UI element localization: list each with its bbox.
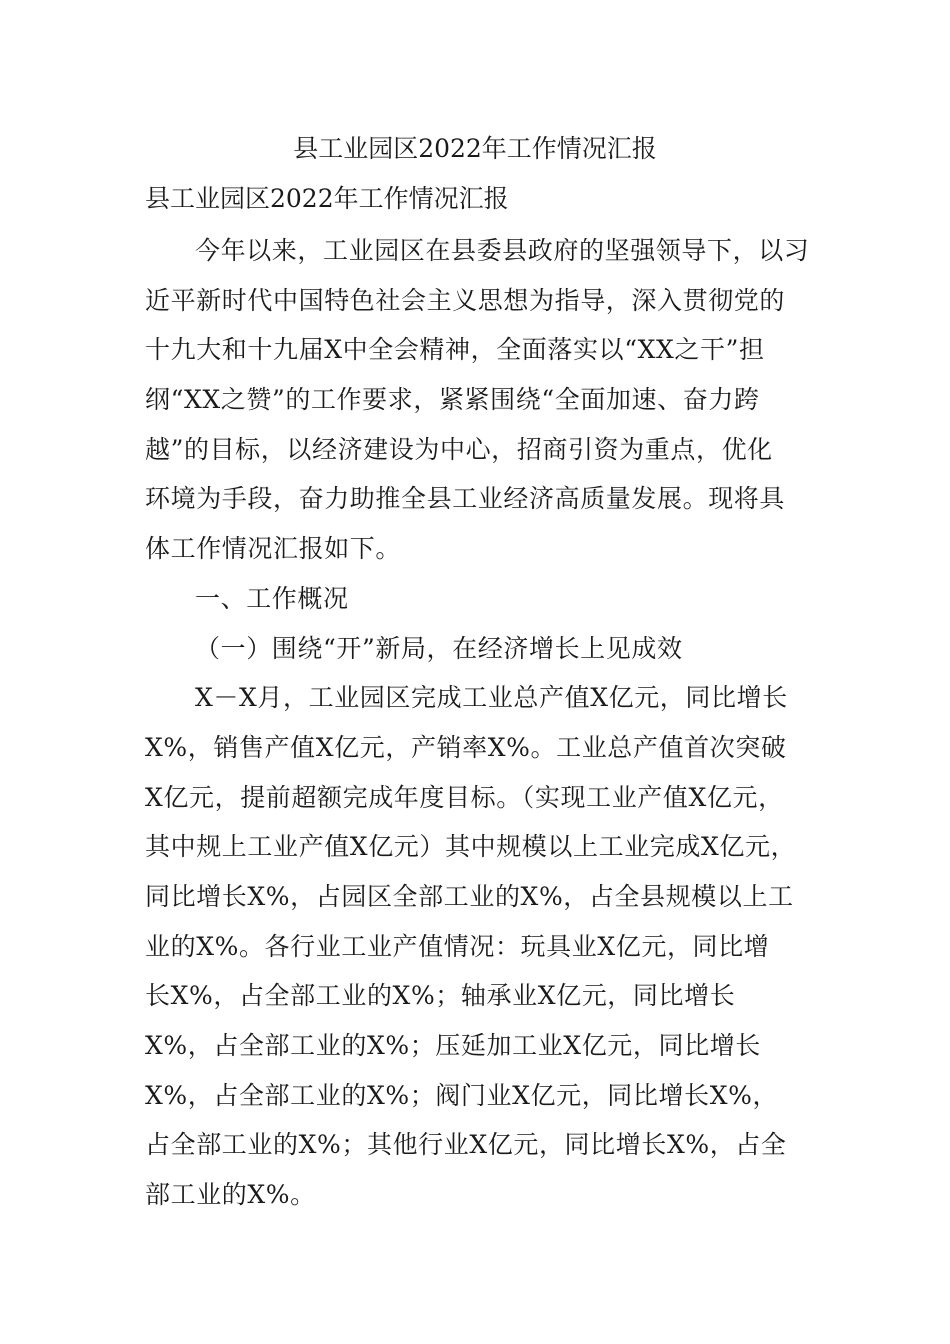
- subsection-heading: （一）围绕“开”新局，在经济增长上见成效: [195, 633, 683, 663]
- paragraph-output-line: 其中规上工业产值X亿元）其中规模以上工业完成X亿元，: [145, 832, 797, 862]
- paragraph-intro-line: 越”的目标，以经济建设为中心，招商引资为重点，优化: [145, 434, 773, 464]
- paragraph-intro-line: 环境为手段，奋力助推全县工业经济高质量发展。现将具: [145, 484, 786, 514]
- paragraph-output-line: X%，占全部工业的X%；阀门业X亿元，同比增长X%，: [145, 1080, 779, 1110]
- paragraph-output-line: X－X月，工业园区完成工业总产值X亿元，同比增长: [195, 683, 788, 713]
- paragraph-output-line: X亿元，提前超额完成年度目标。（实现工业产值X亿元，: [145, 782, 784, 812]
- paragraph-intro-line: 今年以来，工业园区在县委县政府的坚强领导下，以习: [195, 236, 810, 265]
- paragraph-output-line: 部工业的X%。: [145, 1180, 316, 1210]
- paragraph-intro-line: 十九大和十九届X中全会精神，全面落实以“XX之干”担: [145, 335, 765, 365]
- paragraph-output-line: 业的X%。各行业工业产值情况：玩具业X亿元，同比增: [145, 931, 770, 961]
- paragraph-output-line: X%，占全部工业的X%；压延加工业X亿元，同比增长: [145, 1031, 761, 1060]
- paragraph-output-line: X%，销售产值X亿元，产销率X%。工业总产值首次突破: [145, 732, 787, 762]
- document-subtitle: 县工业园区2022年工作情况汇报: [145, 184, 509, 213]
- document-title: 县工业园区2022年工作情况汇报: [293, 134, 657, 163]
- paragraph-output-line: 同比增长X%，占园区全部工业的X%，占全县规模以上工: [145, 881, 794, 911]
- document-body: [145, 226, 815, 1220]
- paragraph-output-line: 长X%，占全部工业的X%；轴承业X亿元，同比增长: [145, 981, 736, 1011]
- paragraph-intro-line: 体工作情况汇报如下。: [145, 534, 402, 564]
- paragraph-intro-line: 近平新时代中国特色社会主义思想为指导，深入贯彻党的: [145, 285, 786, 315]
- paragraph-intro-line: 纲“XX之赞”的工作要求，紧紧围绕“全面加速、奋力跨: [145, 385, 760, 415]
- section-heading: 一、工作概况: [195, 583, 349, 613]
- paragraph-output-line: 占全部工业的X%；其他行业X亿元，同比增长X%，占全: [145, 1130, 787, 1160]
